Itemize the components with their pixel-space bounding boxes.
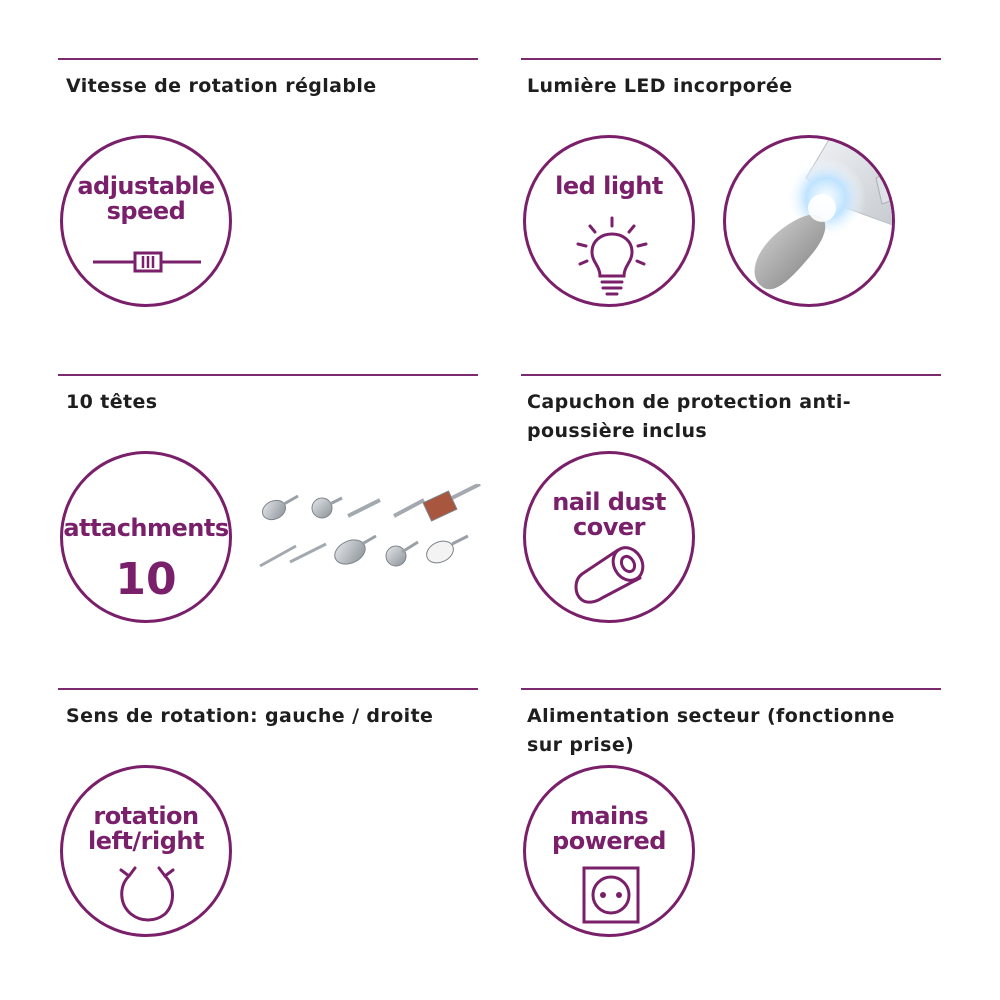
badge-line-2: powered xyxy=(552,827,666,855)
divider xyxy=(58,58,478,60)
rotation-arrows-icon xyxy=(115,862,179,924)
feature-label: Sens de rotation: gauche / droite xyxy=(66,705,434,727)
attachments-image xyxy=(254,484,482,574)
lightbulb-icon xyxy=(572,214,652,304)
feature-rotation xyxy=(58,688,478,988)
feature-dust-cover xyxy=(521,374,941,674)
dust-cover-icon xyxy=(570,544,654,608)
feature-adjustable-speed xyxy=(58,58,478,358)
badge-line-1: rotation xyxy=(93,802,199,830)
badge-number: 10 xyxy=(115,554,177,605)
divider xyxy=(58,688,478,690)
feature-badge xyxy=(60,451,232,623)
badge-line-1: attachments xyxy=(63,514,229,542)
divider xyxy=(521,688,941,690)
badge-line-2: cover xyxy=(573,513,645,541)
feature-badge xyxy=(523,451,695,623)
feature-badge xyxy=(60,135,232,307)
feature-attachments xyxy=(58,374,478,674)
badge-line-2: speed xyxy=(106,197,186,225)
feature-label: Lumière LED incorporée xyxy=(527,75,793,97)
feature-label: Capuchon de protection anti-poussière inclus xyxy=(527,391,852,442)
led-device-image xyxy=(723,135,895,307)
divider xyxy=(58,374,478,376)
feature-mains-powered xyxy=(521,688,941,988)
power-socket-icon xyxy=(582,866,640,924)
divider xyxy=(521,374,941,376)
badge-line-2: left/right xyxy=(88,827,204,855)
feature-label: Vitesse de rotation réglable xyxy=(66,75,377,97)
feature-label: Alimentation secteur (fonctionne sur prise) xyxy=(527,705,895,756)
feature-led-light xyxy=(521,58,941,358)
badge-line-1: led light xyxy=(555,172,663,200)
feature-label: 10 têtes xyxy=(66,391,158,413)
slider-icon xyxy=(93,250,201,274)
feature-badge xyxy=(523,765,695,937)
feature-badge xyxy=(523,135,695,307)
feature-badge xyxy=(60,765,232,937)
badge-line-1: nail dust xyxy=(552,488,666,516)
badge-line-1: mains xyxy=(569,802,649,830)
divider xyxy=(521,58,941,60)
badge-line-1: adjustable xyxy=(77,172,215,200)
